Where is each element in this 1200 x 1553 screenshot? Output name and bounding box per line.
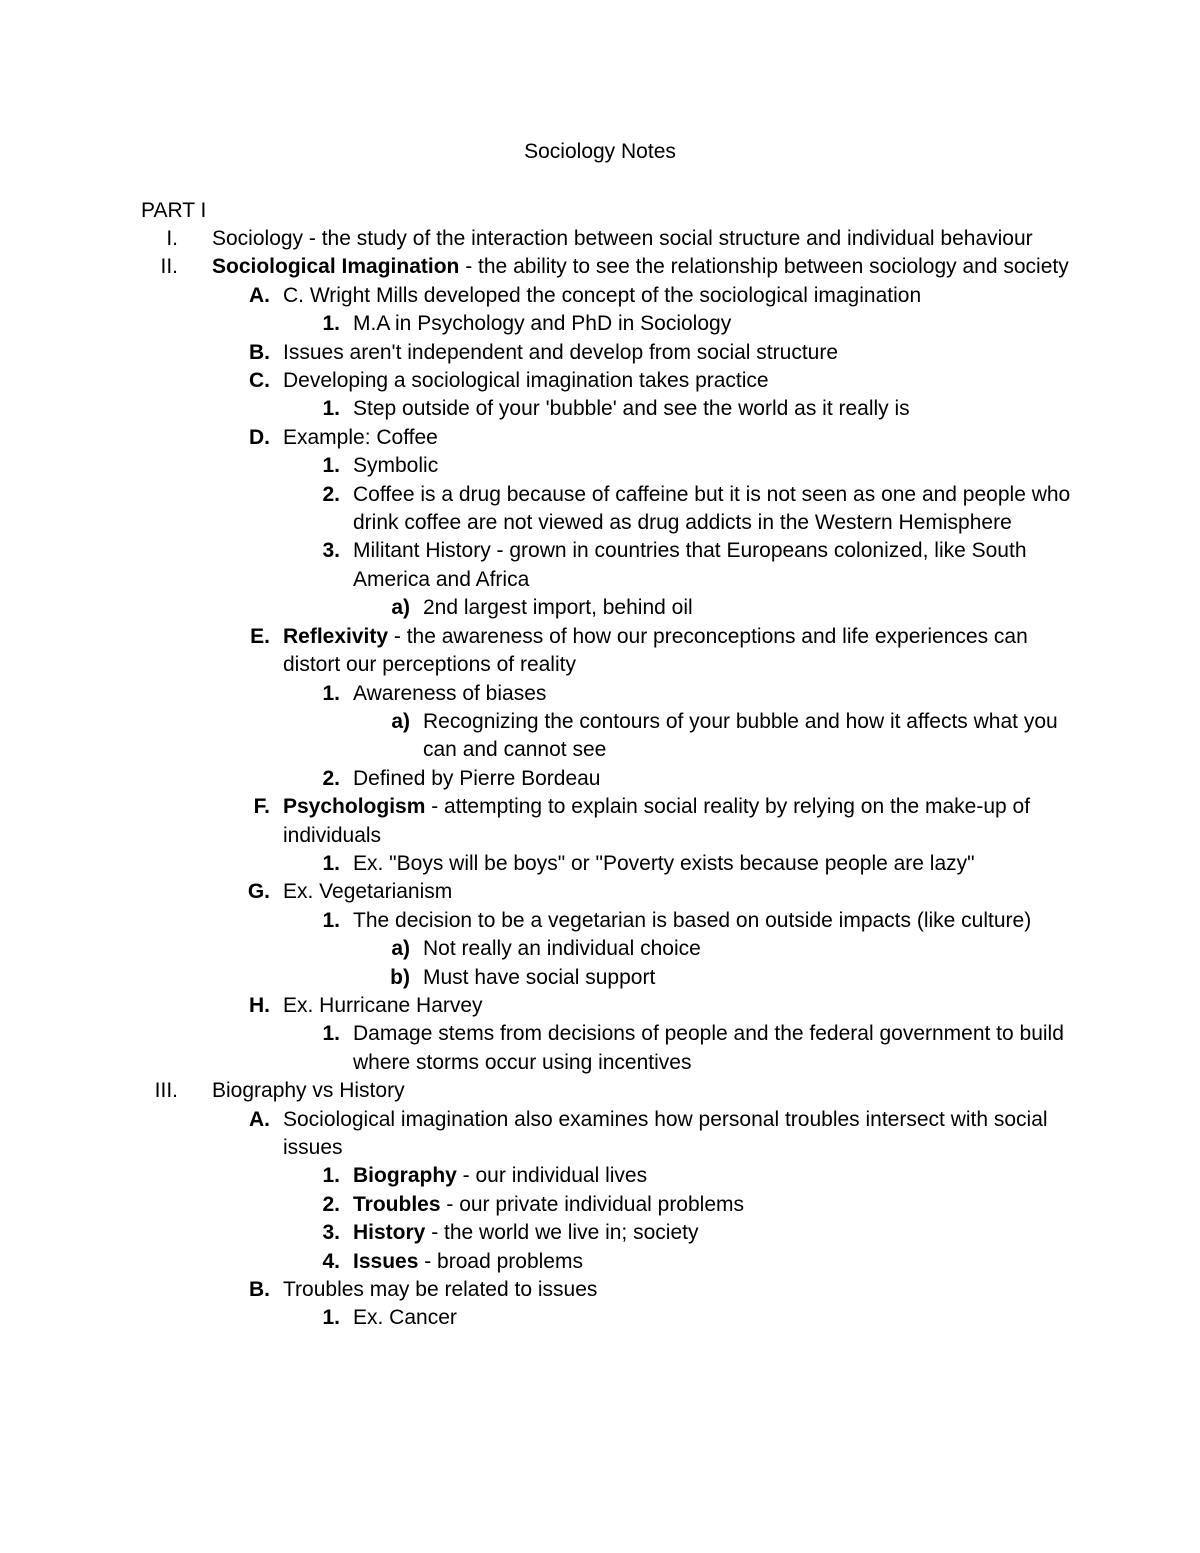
item-text: Developing a sociological imagination takes practice bbox=[283, 369, 769, 393]
outline-item bbox=[0, 992, 1200, 1020]
item-text: Not really an individual choice bbox=[423, 937, 701, 961]
list-marker: 1. bbox=[322, 454, 340, 478]
item-text: Ex. Cancer bbox=[353, 1306, 457, 1330]
outline-item bbox=[0, 850, 1200, 878]
list-marker: 1. bbox=[322, 312, 340, 336]
outline-item bbox=[0, 935, 1200, 963]
list-marker: 2. bbox=[322, 766, 340, 790]
outline-text bbox=[353, 1191, 1073, 1219]
list-marker: III. bbox=[154, 1079, 178, 1103]
list-marker: I. bbox=[166, 227, 178, 250]
outline-text bbox=[283, 623, 1073, 680]
outline-item bbox=[0, 282, 1200, 310]
outline-text bbox=[353, 537, 1073, 594]
outline-item bbox=[0, 452, 1200, 480]
outline-item bbox=[0, 537, 1200, 594]
list-marker: 2. bbox=[322, 1192, 340, 1216]
item-text: Militant History - grown in countries that Europeans colonized, like South America and Africa bbox=[353, 539, 1027, 591]
list-marker: 3. bbox=[322, 539, 340, 563]
item-text: Ex. Hurricane Harvey bbox=[283, 993, 483, 1017]
item-text: Recognizing the contours of your bubble and how it affects what you can and cannot see bbox=[423, 709, 1058, 762]
outline-text bbox=[283, 1106, 1073, 1163]
outline-item bbox=[0, 1219, 1200, 1247]
outline-item bbox=[0, 367, 1200, 395]
item-text: Damage stems from decisions of people and the federal government to build where storms occur using incentives bbox=[353, 1022, 1064, 1074]
item-text: - our individual lives bbox=[456, 1164, 648, 1188]
list-marker: b) bbox=[390, 965, 410, 989]
list-marker: 4. bbox=[322, 1249, 340, 1273]
outline-text bbox=[212, 253, 1072, 281]
item-text: Must have social support bbox=[423, 965, 656, 989]
outline-item bbox=[0, 1077, 1200, 1105]
item-text: The decision to be a vegetarian is based on outside impacts (like culture) bbox=[353, 908, 1032, 932]
outline-item bbox=[0, 1162, 1200, 1190]
key-term: Biography bbox=[353, 1164, 457, 1188]
item-text: Step outside of your 'bubble' and see the world as it really is bbox=[353, 397, 910, 421]
list-marker: 2. bbox=[322, 482, 340, 506]
document-title: Sociology Notes bbox=[524, 140, 676, 163]
outline-item bbox=[0, 765, 1200, 793]
outline-text bbox=[423, 964, 1073, 992]
item-text: Example: Coffee bbox=[283, 425, 438, 449]
outline-text bbox=[353, 765, 1073, 793]
outline-item bbox=[0, 253, 1200, 281]
list-marker: B. bbox=[249, 1278, 270, 1302]
outline-text bbox=[283, 992, 1073, 1020]
outline-item bbox=[0, 708, 1200, 765]
outline-item bbox=[0, 1248, 1200, 1276]
list-marker: 1. bbox=[322, 1022, 340, 1046]
outline-text bbox=[283, 793, 1073, 850]
list-marker: 1. bbox=[322, 681, 340, 705]
outline-text bbox=[423, 935, 1073, 963]
outline-item bbox=[0, 878, 1200, 906]
item-text: M.A in Psychology and PhD in Sociology bbox=[353, 312, 732, 336]
item-text: Issues aren't independent and develop from social structure bbox=[283, 340, 839, 364]
outline-text bbox=[283, 1276, 1073, 1304]
item-text: - attempting to explain social reality by relying on the make-up of individuals bbox=[283, 795, 1031, 847]
list-marker: C. bbox=[249, 369, 270, 393]
outline-text bbox=[283, 339, 1073, 367]
list-marker: G. bbox=[247, 880, 270, 904]
item-text: Ex. "Boys will be boys" or "Poverty exists because people are lazy" bbox=[353, 851, 975, 875]
outline-text bbox=[212, 1077, 1072, 1105]
item-text: - the world we live in; society bbox=[425, 1221, 699, 1245]
outline-text bbox=[283, 367, 1073, 395]
list-marker: A. bbox=[249, 283, 270, 307]
list-marker: D. bbox=[249, 425, 270, 449]
list-marker: 1. bbox=[322, 908, 340, 932]
list-marker: a) bbox=[391, 937, 410, 961]
outline-text bbox=[353, 1162, 1073, 1190]
list-marker: A. bbox=[249, 1107, 270, 1131]
outline-item bbox=[0, 481, 1200, 538]
outline-item bbox=[0, 907, 1200, 935]
outline-text bbox=[353, 1304, 1073, 1332]
outline-text bbox=[283, 282, 1073, 310]
outline-item bbox=[0, 1020, 1200, 1077]
outline-text bbox=[353, 907, 1073, 935]
item-text: Awareness of biases bbox=[353, 681, 547, 705]
outline-item bbox=[0, 594, 1200, 622]
outline-item bbox=[0, 1106, 1200, 1163]
outline-list bbox=[0, 225, 1200, 1333]
outline-text bbox=[353, 481, 1073, 538]
outline-text bbox=[353, 850, 1073, 878]
item-text: Biography vs History bbox=[212, 1079, 405, 1103]
outline-text bbox=[283, 878, 1073, 906]
item-text: Ex. Vegetarianism bbox=[283, 880, 453, 904]
list-marker: 3. bbox=[322, 1221, 340, 1245]
outline-text bbox=[283, 424, 1073, 452]
key-term: Reflexivity bbox=[283, 624, 389, 648]
key-term: Psychologism bbox=[283, 795, 426, 819]
outline-item bbox=[0, 793, 1200, 850]
key-term: History bbox=[353, 1221, 426, 1245]
outline-item bbox=[0, 1191, 1200, 1219]
item-text: - broad problems bbox=[418, 1249, 583, 1273]
item-text: Sociology - the study of the interaction between social structure and individual behaviour bbox=[212, 227, 1033, 250]
list-marker: B. bbox=[249, 340, 270, 364]
part-heading: PART I bbox=[141, 199, 207, 222]
list-marker: 1. bbox=[322, 1306, 340, 1330]
item-text: Troubles may be related to issues bbox=[283, 1278, 598, 1302]
item-text: Symbolic bbox=[353, 454, 439, 478]
list-marker: a) bbox=[391, 709, 410, 733]
outline-item bbox=[0, 680, 1200, 708]
outline-text bbox=[353, 1020, 1073, 1077]
item-text: C. Wright Mills developed the concept of the sociological imagination bbox=[283, 283, 922, 307]
outline-text bbox=[423, 594, 1073, 622]
list-marker: 1. bbox=[322, 851, 340, 875]
outline-item bbox=[0, 339, 1200, 367]
outline-text bbox=[353, 1219, 1073, 1247]
outline-item bbox=[0, 225, 1200, 253]
outline-item bbox=[0, 395, 1200, 423]
list-marker: II. bbox=[160, 255, 178, 279]
list-marker: 1. bbox=[322, 1164, 340, 1188]
item-text: - the awareness of how our preconceptions and life experiences can distort our perceptions of reality bbox=[283, 624, 1028, 677]
outline-item bbox=[0, 424, 1200, 452]
key-term: Issues bbox=[353, 1249, 419, 1273]
list-marker: 1. bbox=[322, 397, 340, 421]
item-text: - the ability to see the relationship between sociology and society bbox=[459, 255, 1069, 279]
outline-text bbox=[353, 452, 1073, 480]
outline-item bbox=[0, 623, 1200, 680]
outline-text bbox=[423, 708, 1073, 765]
item-text: - our private individual problems bbox=[440, 1192, 745, 1216]
outline-text bbox=[212, 225, 1072, 253]
key-term: Troubles bbox=[353, 1192, 441, 1216]
list-marker: a) bbox=[391, 596, 410, 620]
item-text: Defined by Pierre Bordeau bbox=[353, 766, 601, 790]
item-text: Sociological imagination also examines how personal troubles intersect with social issues bbox=[283, 1107, 1048, 1159]
list-marker: H. bbox=[249, 993, 270, 1017]
outline-text bbox=[353, 310, 1073, 338]
key-term: Sociological Imagination bbox=[212, 255, 460, 279]
list-marker: E. bbox=[250, 624, 270, 648]
outline-text bbox=[353, 680, 1073, 708]
list-marker: F. bbox=[253, 795, 270, 819]
outline-item bbox=[0, 310, 1200, 338]
outline-text bbox=[353, 1248, 1073, 1276]
item-text: 2nd largest import, behind oil bbox=[423, 596, 693, 620]
outline-text bbox=[353, 395, 1073, 423]
outline-item bbox=[0, 1276, 1200, 1304]
item-text: Coffee is a drug because of caffeine but it is not seen as one and people who drink coffee are not viewed as drug addicts in the Western Hemisphere bbox=[353, 482, 1071, 535]
outline-item bbox=[0, 1304, 1200, 1332]
outline-item bbox=[0, 964, 1200, 992]
